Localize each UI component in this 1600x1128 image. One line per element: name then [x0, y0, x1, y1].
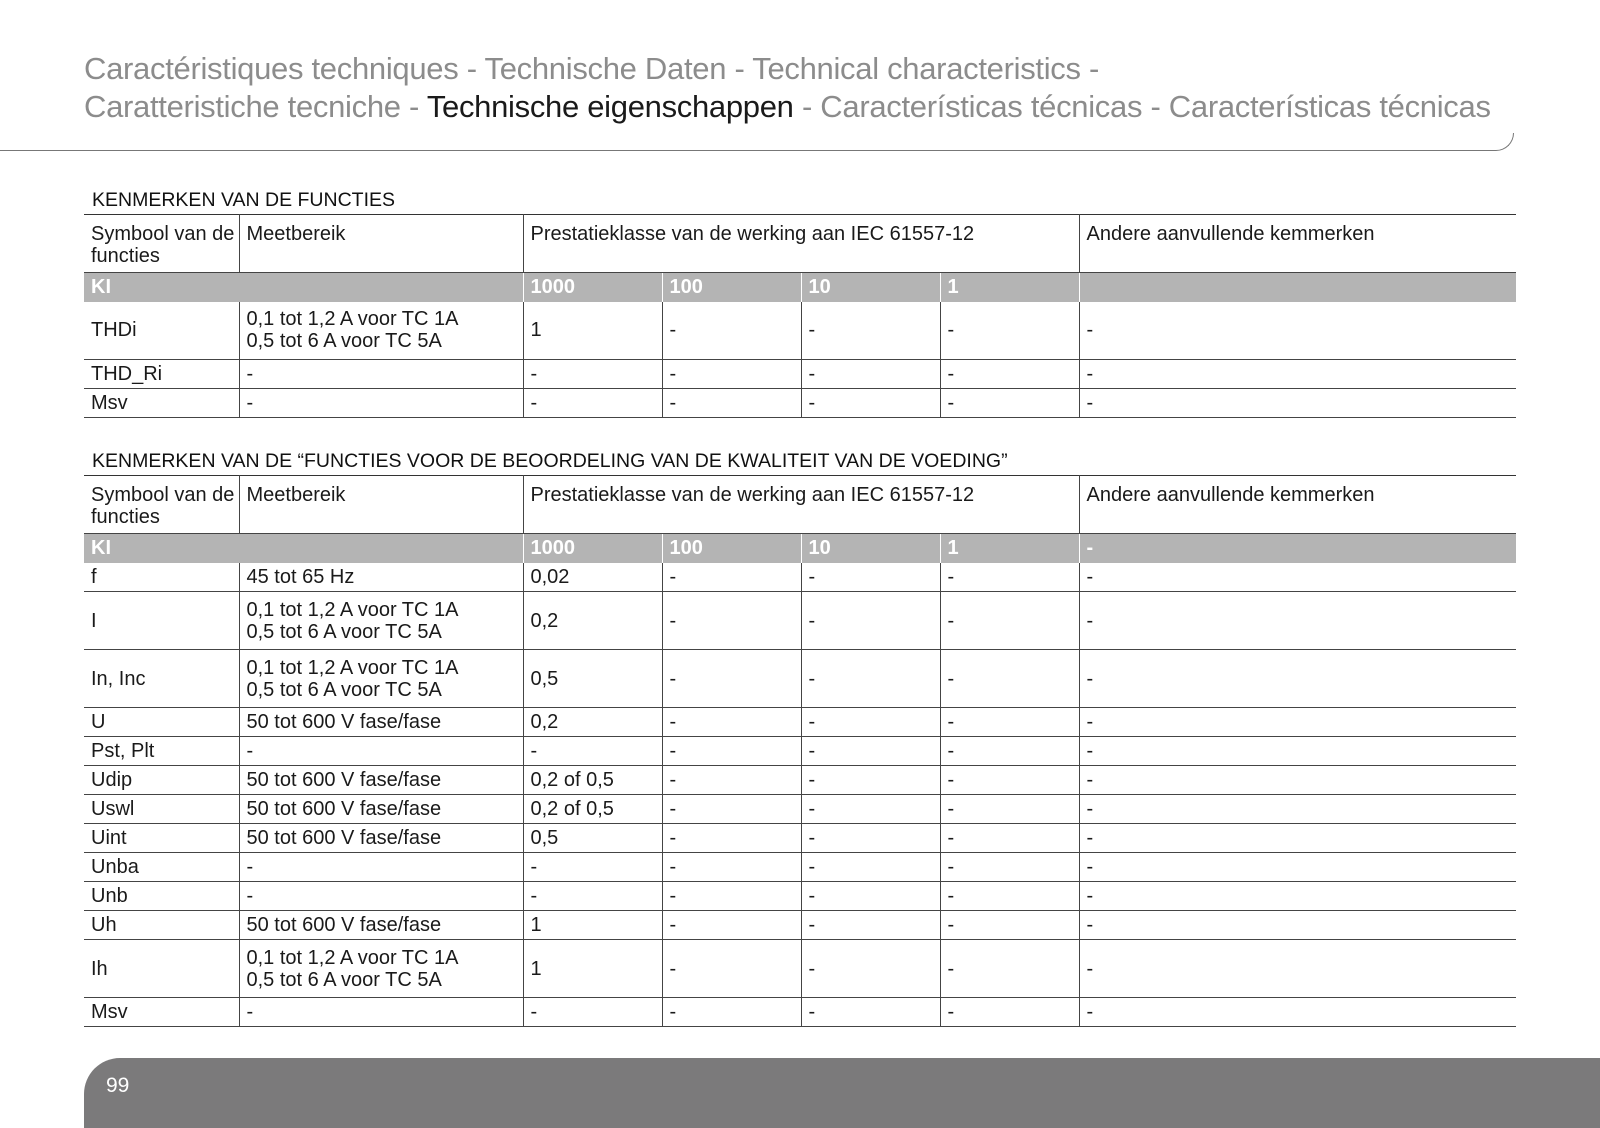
cell-class-4: -	[940, 998, 1079, 1027]
cell-range-line: -	[246, 856, 254, 878]
table-header-row	[84, 476, 1516, 534]
cell-other: -	[1079, 998, 1516, 1027]
cell-symbol: Msv	[84, 998, 239, 1027]
title-line-2-highlight: Technische eigenschappen	[426, 89, 794, 124]
cell-class-4: -	[940, 824, 1079, 853]
cell-other: -	[1079, 302, 1516, 360]
column-header-other: Andere aanvullende kemmerken	[1079, 476, 1516, 534]
cell-class-2: -	[662, 998, 801, 1027]
table-row	[84, 882, 1516, 911]
band-ki-label: KI	[84, 534, 239, 563]
cell-symbol: U	[84, 708, 239, 737]
cell-other: -	[1079, 650, 1516, 708]
cell-symbol: I	[84, 592, 239, 650]
cell-range-line: 0,1 tot 1,2 A voor TC 1A	[246, 656, 459, 679]
cell-range	[239, 766, 523, 795]
cell-class-2: -	[662, 882, 801, 911]
cell-class-1: 0,2	[523, 708, 662, 737]
table-power-quality	[84, 475, 1516, 1027]
band-class-3: 10	[801, 534, 940, 563]
cell-class-1: -	[523, 882, 662, 911]
cell-class-1: 0,2	[523, 592, 662, 650]
band-class-1: 1000	[523, 534, 662, 563]
cell-range	[239, 737, 523, 766]
cell-range-line: 0,5 tot 6 A voor TC 5A	[246, 678, 442, 701]
table-row	[84, 708, 1516, 737]
cell-class-3: -	[801, 563, 940, 592]
cell-class-4: -	[940, 650, 1079, 708]
table-row	[84, 998, 1516, 1027]
table-class-band	[84, 273, 1516, 302]
cell-class-2: -	[662, 766, 801, 795]
cell-range	[239, 360, 523, 389]
cell-class-3: -	[801, 592, 940, 650]
cell-class-4: -	[940, 592, 1079, 650]
cell-class-1: -	[523, 737, 662, 766]
table-row	[84, 360, 1516, 389]
cell-class-3: -	[801, 824, 940, 853]
cell-class-4: -	[940, 563, 1079, 592]
cell-other: -	[1079, 853, 1516, 882]
band-class-5: -	[1079, 534, 1516, 563]
table-row	[84, 650, 1516, 708]
cell-symbol: Msv	[84, 389, 239, 418]
cell-class-1: 1	[523, 911, 662, 940]
section-heading-functions: KENMERKEN VAN DE FUNCTIES	[92, 189, 396, 211]
cell-class-3: -	[801, 360, 940, 389]
cell-range-line: -	[246, 1001, 254, 1023]
cell-symbol: THDi	[84, 302, 239, 360]
cell-class-2: -	[662, 940, 801, 998]
cell-class-1: -	[523, 360, 662, 389]
cell-other: -	[1079, 737, 1516, 766]
cell-range	[239, 911, 523, 940]
cell-class-4: -	[940, 940, 1079, 998]
cell-class-3: -	[801, 998, 940, 1027]
cell-symbol: Ih	[84, 940, 239, 998]
cell-symbol: Udip	[84, 766, 239, 795]
column-header-performance-class: Prestatieklasse van de werking aan IEC 61557-12	[523, 476, 1079, 534]
cell-class-1: -	[523, 853, 662, 882]
cell-class-2: -	[662, 795, 801, 824]
cell-range-line: 0,5 tot 6 A voor TC 5A	[246, 330, 442, 353]
cell-class-3: -	[801, 708, 940, 737]
cell-range-line: 50 tot 600 V fase/fase	[246, 711, 442, 733]
band-class-2: 100	[662, 273, 801, 302]
column-header-performance-class: Prestatieklasse van de werking aan IEC 61557-12	[523, 215, 1079, 273]
table-row	[84, 853, 1516, 882]
cell-class-2: -	[662, 911, 801, 940]
cell-class-3: -	[801, 302, 940, 360]
cell-class-2: -	[662, 592, 801, 650]
footer-band	[84, 1058, 1600, 1128]
cell-range	[239, 302, 523, 360]
band-blank	[239, 273, 523, 302]
cell-class-3: -	[801, 766, 940, 795]
cell-symbol: THD_Ri	[84, 360, 239, 389]
band-class-4: 1	[940, 534, 1079, 563]
cell-class-2: -	[662, 360, 801, 389]
table-body	[84, 215, 1516, 418]
cell-class-1: 1	[523, 302, 662, 360]
cell-range	[239, 650, 523, 708]
cell-class-3: -	[801, 650, 940, 708]
cell-class-4: -	[940, 737, 1079, 766]
cell-symbol: Uh	[84, 911, 239, 940]
table-row	[84, 389, 1516, 418]
column-header-range: Meetbereik	[239, 215, 523, 273]
page-title	[84, 50, 1524, 126]
cell-class-4: -	[940, 708, 1079, 737]
cell-symbol: Unba	[84, 853, 239, 882]
cell-range-line: -	[246, 392, 254, 414]
table-body	[84, 476, 1516, 1027]
cell-class-4: -	[940, 795, 1079, 824]
band-class-3: 10	[801, 273, 940, 302]
table-functions	[84, 214, 1516, 418]
cell-class-2: -	[662, 302, 801, 360]
cell-class-2: -	[662, 650, 801, 708]
column-header-range: Meetbereik	[239, 476, 523, 534]
cell-class-4: -	[940, 302, 1079, 360]
cell-range	[239, 882, 523, 911]
cell-class-4: -	[940, 911, 1079, 940]
cell-class-1: 1	[523, 940, 662, 998]
cell-other: -	[1079, 592, 1516, 650]
cell-class-3: -	[801, 940, 940, 998]
cell-other: -	[1079, 708, 1516, 737]
page-number: 99	[106, 1074, 130, 1097]
cell-other: -	[1079, 911, 1516, 940]
cell-class-2: -	[662, 737, 801, 766]
cell-class-1: 0,2 of 0,5	[523, 795, 662, 824]
title-line-1: Caractéristiques techniques - Technische Daten - Technical characteristics -	[84, 51, 1100, 86]
cell-range-line: 50 tot 600 V fase/fase	[246, 827, 442, 849]
cell-class-3: -	[801, 853, 940, 882]
cell-class-2: -	[662, 708, 801, 737]
table-row	[84, 766, 1516, 795]
cell-other: -	[1079, 389, 1516, 418]
table-row	[84, 563, 1516, 592]
table-row	[84, 911, 1516, 940]
cell-range	[239, 824, 523, 853]
cell-range	[239, 592, 523, 650]
cell-range-line: 0,5 tot 6 A voor TC 5A	[246, 968, 442, 991]
cell-class-1: 0,5	[523, 824, 662, 853]
cell-class-3: -	[801, 882, 940, 911]
band-class-2: 100	[662, 534, 801, 563]
cell-class-4: -	[940, 360, 1079, 389]
cell-symbol: Pst, Plt	[84, 737, 239, 766]
table-row	[84, 824, 1516, 853]
cell-class-3: -	[801, 795, 940, 824]
cell-symbol: f	[84, 563, 239, 592]
cell-range	[239, 389, 523, 418]
table-header-row	[84, 215, 1516, 273]
title-underline	[0, 133, 1514, 151]
cell-symbol: Unb	[84, 882, 239, 911]
title-line-2-pre: Caratteristiche tecniche -	[84, 89, 427, 124]
band-class-5	[1079, 273, 1516, 302]
cell-class-2: -	[662, 563, 801, 592]
title-line-2-post: - Características técnicas - Características técnicas	[793, 89, 1491, 124]
cell-range-line: 0,5 tot 6 A voor TC 5A	[246, 620, 442, 643]
cell-range	[239, 853, 523, 882]
cell-symbol: Uint	[84, 824, 239, 853]
cell-class-1: 0,5	[523, 650, 662, 708]
cell-range	[239, 708, 523, 737]
cell-class-4: -	[940, 882, 1079, 911]
cell-symbol: Uswl	[84, 795, 239, 824]
cell-range-line: -	[246, 885, 254, 907]
cell-range-line: -	[246, 740, 254, 762]
table-row	[84, 302, 1516, 360]
cell-range-line: -	[246, 363, 254, 385]
cell-class-3: -	[801, 737, 940, 766]
cell-class-1: 0,02	[523, 563, 662, 592]
band-class-4: 1	[940, 273, 1079, 302]
cell-range	[239, 940, 523, 998]
band-blank	[239, 534, 523, 563]
cell-range-line: 45 tot 65 Hz	[246, 565, 355, 588]
table-row	[84, 940, 1516, 998]
cell-class-3: -	[801, 389, 940, 418]
column-header-symbol: Symbool van de functies	[84, 215, 239, 273]
table-row	[84, 737, 1516, 766]
cell-symbol: In, Inc	[84, 650, 239, 708]
cell-range-line: 50 tot 600 V fase/fase	[246, 769, 442, 791]
cell-range-line: 50 tot 600 V fase/fase	[246, 798, 442, 820]
band-ki-label: KI	[84, 273, 239, 302]
table-row	[84, 795, 1516, 824]
cell-range-line: 50 tot 600 V fase/fase	[246, 914, 442, 936]
band-class-1: 1000	[523, 273, 662, 302]
cell-class-2: -	[662, 389, 801, 418]
cell-class-2: -	[662, 853, 801, 882]
cell-class-2: -	[662, 824, 801, 853]
cell-other: -	[1079, 795, 1516, 824]
cell-class-1: -	[523, 998, 662, 1027]
section-heading-power-quality: KENMERKEN VAN DE “FUNCTIES VOOR DE BEOORDELING VAN DE KWALITEIT VAN DE VOEDING”	[92, 450, 1008, 472]
cell-other: -	[1079, 766, 1516, 795]
cell-other: -	[1079, 940, 1516, 998]
column-header-other: Andere aanvullende kemmerken	[1079, 215, 1516, 273]
table-class-band	[84, 534, 1516, 563]
cell-other: -	[1079, 824, 1516, 853]
cell-other: -	[1079, 563, 1516, 592]
cell-other: -	[1079, 360, 1516, 389]
column-header-symbol: Symbool van de functies	[84, 476, 239, 534]
cell-class-4: -	[940, 389, 1079, 418]
cell-range	[239, 563, 523, 592]
cell-class-1: -	[523, 389, 662, 418]
cell-class-3: -	[801, 911, 940, 940]
cell-range	[239, 795, 523, 824]
cell-class-4: -	[940, 766, 1079, 795]
cell-range	[239, 998, 523, 1027]
cell-class-1: 0,2 of 0,5	[523, 766, 662, 795]
cell-other: -	[1079, 882, 1516, 911]
cell-range-line: 0,1 tot 1,2 A voor TC 1A	[246, 308, 459, 331]
cell-range-line: 0,1 tot 1,2 A voor TC 1A	[246, 598, 459, 621]
cell-class-4: -	[940, 853, 1079, 882]
table-row	[84, 592, 1516, 650]
cell-range-line: 0,1 tot 1,2 A voor TC 1A	[246, 946, 459, 969]
